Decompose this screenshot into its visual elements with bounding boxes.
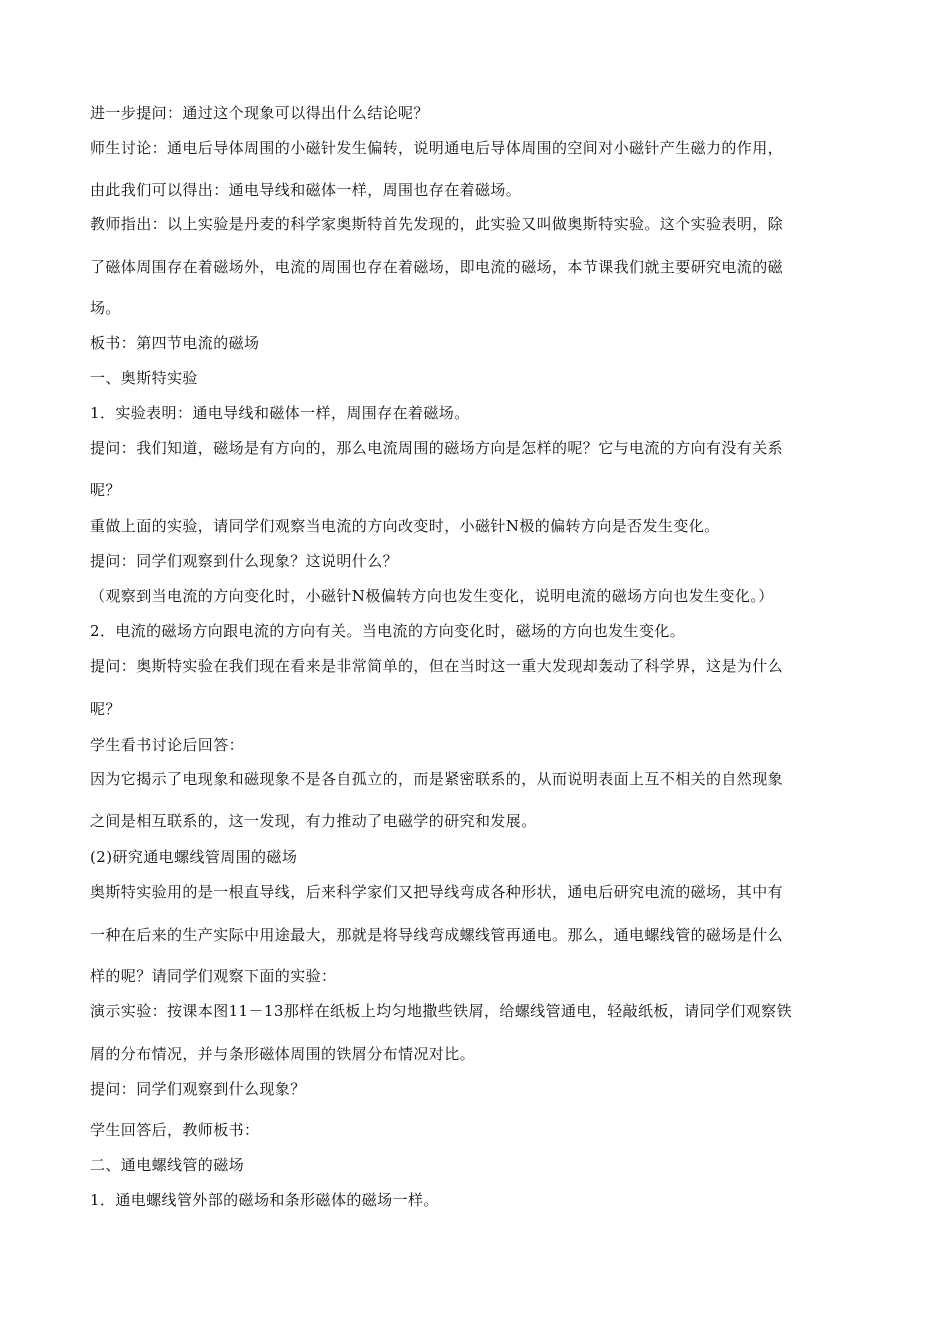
text-line: (2)研究通电螺线管周围的磁场 xyxy=(90,848,298,866)
text-line: 提问：我们知道，磁场是有方向的，那么电流周围的磁场方向是怎样的呢？它与电流的方向有没有关系 xyxy=(90,439,784,457)
text-line: 由此我们可以得出：通电导线和磁体一样，周围也存在着磁场。 xyxy=(90,181,522,199)
text-line: 场。 xyxy=(90,299,121,317)
text-line: 提问：同学们观察到什么现象？这说明什么？ xyxy=(90,552,399,570)
text-line: 二、通电螺线管的磁场 xyxy=(90,1156,245,1174)
text-line: 2．电流的磁场方向跟电流的方向有关。当电流的方向变化时，磁场的方向也发生变化。 xyxy=(90,622,686,640)
text-line: 1．实验表明：通电导线和磁体一样，周围存在着磁场。 xyxy=(90,404,470,422)
text-line: 奥斯特实验用的是一根直导线，后来科学家们又把导线弯成各种形状，通电后研究电流的磁场，其中有 xyxy=(90,883,784,901)
text-line: 之间是相互联系的，这一发现，有力推动了电磁学的研究和发展。 xyxy=(90,812,537,830)
text-line: 1．通电螺线管外部的磁场和条形磁体的磁场一样。 xyxy=(90,1191,439,1209)
text-line: 重做上面的实验，请同学们观察当电流的方向改变时，小磁针N极的偏转方向是否发生变化。 xyxy=(90,517,720,535)
text-line: 屑的分布情况，并与条形磁体周围的铁屑分布情况对比。 xyxy=(90,1045,476,1063)
text-line: 板书：第四节电流的磁场 xyxy=(90,334,260,352)
text-line: 学生看书讨论后回答： xyxy=(90,736,245,754)
text-line: 了磁体周围存在着磁场外，电流的周围也存在着磁场，即电流的磁场，本节课我们就主要研究电流的磁 xyxy=(90,258,784,276)
text-line: 一、奥斯特实验 xyxy=(90,369,198,387)
text-line: （观察到当电流的方向变化时，小磁针N极偏转方向也发生变化，说明电流的磁场方向也发生变化。） xyxy=(90,587,774,605)
text-line: 呢？ xyxy=(90,481,121,499)
text-line: 演示实验：按课本图11－13那样在纸板上均匀地撒些铁屑，给螺线管通电，轻敲纸板，请同学们观察铁 xyxy=(90,1002,792,1020)
text-line: 一种在后来的生产实际中用途最大，那就是将导线弯成螺线管再通电。那么，通电螺线管的磁场是什么 xyxy=(90,926,784,944)
text-line: 提问：同学们观察到什么现象？ xyxy=(90,1080,306,1098)
text-line: 学生回答后，教师板书： xyxy=(90,1121,260,1139)
text-line: 师生讨论：通电后导体周围的小磁针发生偏转，说明通电后导体周围的空间对小磁针产生磁力的作用， xyxy=(90,139,784,157)
text-line: 样的呢？请同学们观察下面的实验： xyxy=(90,967,337,985)
text-line: 教师指出：以上实验是丹麦的科学家奥斯特首先发现的，此实验又叫做奥斯特实验。这个实验表明，除 xyxy=(90,215,784,233)
text-line: 提问：奥斯特实验在我们现在看来是非常简单的，但在当时这一重大发现却轰动了科学界，这是为什么 xyxy=(90,657,784,675)
text-line: 进一步提问：通过这个现象可以得出什么结论呢？ xyxy=(90,104,429,122)
text-line: 呢？ xyxy=(90,700,121,718)
text-line: 因为它揭示了电现象和磁现象不是各自孤立的，而是紧密联系的，从而说明表面上互不相关的自然现象 xyxy=(90,770,784,788)
